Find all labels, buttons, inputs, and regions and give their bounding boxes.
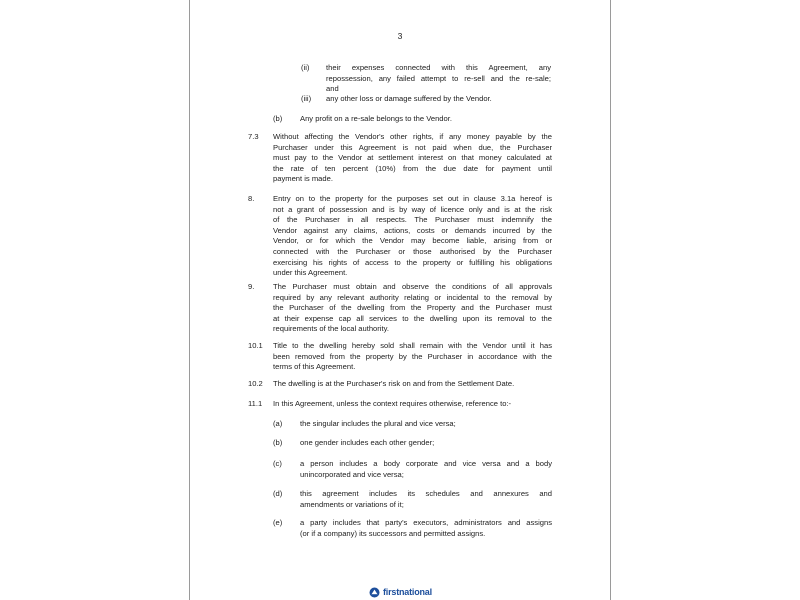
text-line: required by any relevant authority relating or incidental to the removal by <box>273 292 552 302</box>
text-line: must pay to the Vendor at settlement interest on that money calculated at <box>273 153 552 163</box>
firstnational-logo-icon <box>369 587 380 598</box>
definition-a-text <box>300 419 552 430</box>
definition-d-label: (d) <box>273 489 283 498</box>
clause-8-number: 8. <box>248 194 255 203</box>
text-line: one gender includes each other gender; <box>300 438 435 447</box>
text-line: exercising his rights of access to the property or fulfilling his obligations <box>273 257 552 267</box>
clause-8-text <box>273 194 552 279</box>
text-line: of the Purchaser in all respects. The Purchaser must indemnify the <box>273 215 552 225</box>
logo-text: firstnational <box>383 587 432 597</box>
text-line: The Purchaser must obtain and observe the conditions of all approvals <box>273 282 552 291</box>
page-number: 3 <box>397 31 403 41</box>
text-line: amendments or variations of it; <box>300 499 404 509</box>
clause-7-3-text <box>273 132 552 185</box>
clause-7-3-number: 7.3 <box>248 132 259 141</box>
text-line: Entry on to the property for the purposes set out in clause 3.1a hereof is <box>273 194 552 203</box>
clause-9-text <box>273 282 552 335</box>
definition-b-text <box>300 438 552 449</box>
sub-item-ii-text <box>326 63 551 95</box>
clause-10-2-text: The dwelling is at the Purchaser's risk on and from the Settlement Date. <box>273 379 515 388</box>
document-page <box>189 0 611 600</box>
definition-b-label: (b) <box>273 438 283 447</box>
text-line: a party includes that party's executors, administrators and assigns <box>300 518 552 527</box>
text-line: Purchaser under this Agreement is not paid when due, the Purchaser <box>273 142 552 152</box>
text-line: Vendor, or for which the Vendor may become liable, arising from or <box>273 236 552 246</box>
text-line: (or if a company) its successors and permitted assigns. <box>300 528 486 538</box>
text-line: this agreement includes its schedules and annexures and <box>300 489 552 498</box>
text-line: requirements of the local authority. <box>273 324 389 334</box>
text-line: Title to the dwelling hereby sold shall remain with the Vendor until it has <box>273 341 552 350</box>
clause-10-1-text <box>273 341 552 373</box>
sub-item-iii-label: (iii) <box>301 94 312 103</box>
text-line: a person includes a body corporate and vice versa and a body <box>300 459 552 468</box>
text-line: payment is made. <box>273 174 333 184</box>
definition-c-label: (c) <box>273 459 282 468</box>
text-line: Without affecting the Vendor's other rights, if any money payable by the <box>273 132 552 141</box>
text-line: not a grant of possession and is by way of licence only and is at the risk <box>273 204 552 214</box>
clause-11-1-intro: In this Agreement, unless the context requires otherwise, reference to:- <box>273 399 512 408</box>
definition-e-label: (e) <box>273 518 283 527</box>
text-line: their expenses connected with this Agreement, any <box>326 63 551 72</box>
text-line: under this Agreement. <box>273 268 348 278</box>
text-line: terms of this Agreement. <box>273 362 356 372</box>
definition-a-label: (a) <box>273 419 283 428</box>
clause-10-2-number: 10.2 <box>248 379 263 388</box>
sub-item-ii-label: (ii) <box>301 63 310 72</box>
text-line: unincorporated and vice versa; <box>300 469 404 479</box>
text-line: at their expense cap all services to the dwelling upon its removal to the <box>273 313 552 323</box>
text-line: connected with the Purchaser or those authorised by the Purchaser <box>273 246 552 256</box>
text-line: the rate of ten percent (10%) from the due date for payment until <box>273 163 552 173</box>
text-line: repossession, any failed attempt to re-sell and the re-sale; <box>326 73 551 83</box>
definition-d-text <box>300 489 552 510</box>
text-line: Vendor against any claims, actions, costs or demands incurred by the <box>273 225 552 235</box>
clause-9-number: 9. <box>248 282 255 291</box>
text-line: been removed from the property by the Purchaser in accordance with the <box>273 351 552 361</box>
text-line: and <box>326 84 339 94</box>
sub-item-iii-text: any other loss or damage suffered by the Vendor. <box>326 94 492 103</box>
clause-10-1-number: 10.1 <box>248 341 263 350</box>
definition-e-text <box>300 518 552 539</box>
text-line: the Purchaser of the dwelling from the Property and the Purchaser must <box>273 303 552 313</box>
sub-item-b-text: Any profit on a re-sale belongs to the Vendor. <box>300 114 452 123</box>
sub-item-b-label: (b) <box>273 114 283 123</box>
text-line: the singular includes the plural and vice versa; <box>300 419 456 428</box>
clause-11-1-number: 11.1 <box>248 399 263 408</box>
definition-c-text <box>300 459 552 480</box>
firstnational-logo <box>369 585 432 599</box>
